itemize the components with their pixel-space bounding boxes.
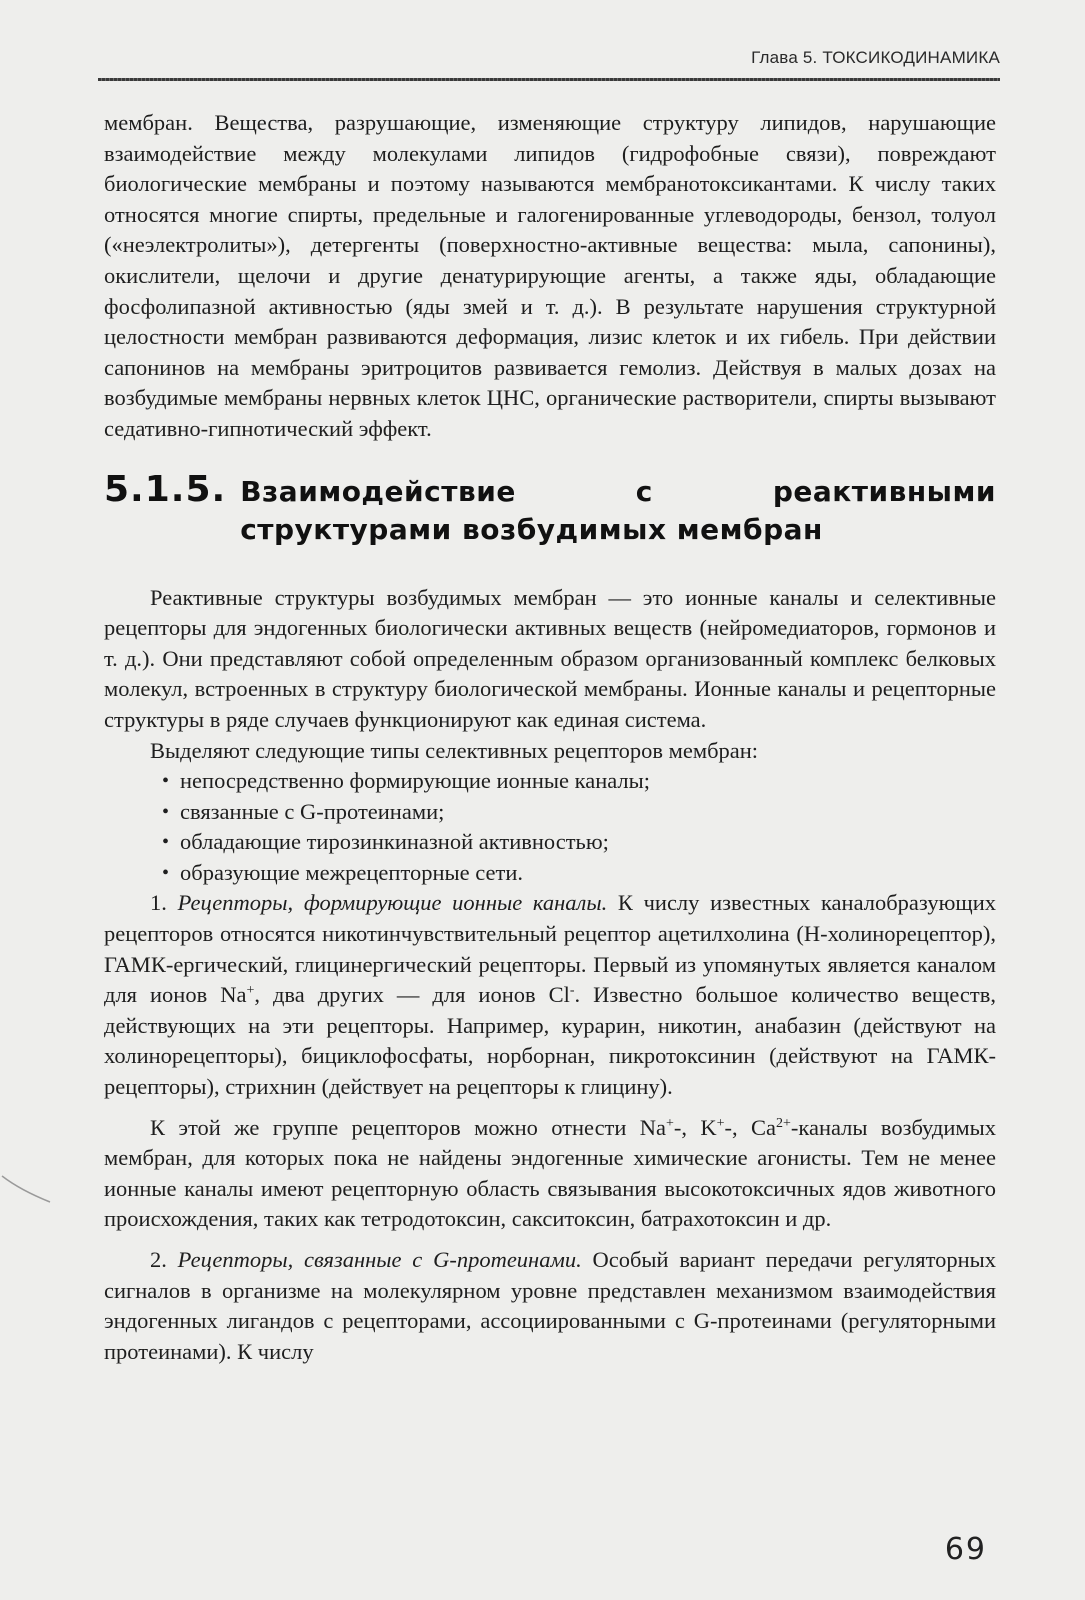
- margin-pencil-mark: [0, 1168, 60, 1208]
- subheading-ion-channel-receptors: Рецепторы, формирующие ионные каналы.: [177, 890, 608, 916]
- page-number: 69: [944, 1532, 987, 1567]
- paragraph-ion-channel-receptors: 1. Рецепторы, формирующие ионные каналы. К числу известных каналобразующих рецепторов относятся никотинчувствительный рецептор ацетилхолина (Н-холинорецептор), ГАМК-ергический, глицинергический рецепторы. Первый из упомянутых является каналом для ионов Na+, два других — для ионов Cl-. Известно большое количество веществ, действующих на эти рецепторы. Например, курарин, никотин, анабазин (действуют на холинорецепторы), бициклофосфаты, норборнан, пикротоксинин (действуют на ГАМК-рецепторы), стрихнин (действует на рецепторы к глицину).: [104, 890, 997, 1100]
- bullet-icon: •: [162, 831, 170, 854]
- list-item: • образующие межрецепторные сети.: [180, 858, 996, 889]
- paragraph-channels: К этой же группе рецепторов можно отнести Na+-, K+-, $Ca^{2+}$-каналы возбудимых мембран, для которых пока не найдены эндогенные химические агонисты. Тем не менее ионные каналы имеют рецепторную область связывания высокотоксичных ядов животного происхождения, таких как тетродотоксин, сакситоксин, батрахотоксин и др.: [104, 1114, 996, 1232]
- paragraph-g-protein-receptors: 2. Рецепторы, связанные с G-протеинами. Особый вариант передачи регуляторных сигналов в организме на молекулярном уровне представлен механизмом взаимодействия эндогенных лигандов с рецепторами, ассоциированными с G-протеинами (регуляторными протеинами). К числу: [104, 1247, 997, 1364]
- bullet-icon: •: [162, 800, 170, 823]
- list-intro: Выделяют следующие типы селективных рецепторов мембран:: [150, 737, 759, 763]
- section-number: 5.1.5.: [104, 468, 227, 510]
- subheading-g-protein-receptors: Рецепторы, связанные с G-протеинами.: [177, 1247, 582, 1272]
- receptor-types-list: [104, 766, 996, 888]
- section-heading: [104, 469, 996, 549]
- bullet-icon: •: [162, 861, 170, 884]
- paragraph-reactive-structures: Реактивные структуры возбудимых мембран — это ионные каналы и селективные рецепторы для эндогенных биологически активных веществ (нейромедиаторов, гормонов и т. д.). Они представляют собой определенным образом организованный комплекс белковых молекул, встроенных в структуру биологической мембраны. Ионные каналы и рецепторные структуры в ряде случаев функционируют как единая система.: [104, 584, 996, 732]
- list-item: • связанные с G-протеинами;: [180, 797, 996, 828]
- running-head: Глава 5. ТОКСИКОДИНАМИКА: [751, 48, 1000, 67]
- header-rule: [98, 78, 1000, 81]
- paragraph-membranotoxicants: мембран. Вещества, разрушающие, изменяющие структуру липидов, нарушающие взаимодействие между молекулами липидов (гидрофобные связи), повреждают биологические мембраны и поэтому называются мембранотоксикантами. К числу таких относятся многие спирты, предельные и галогенированные углеводороды, бензол, толуол («неэлектролиты»), детергенты (поверхностно-активные вещества: мыла, сапонины), окислители, щелочи и другие денатурирующие агенты, а также яды, обладающие фосфолипазной активностью (яды змей и т. д.). В результате нарушения структурной целостности мембран развиваются деформация, лизис клеток и их гибель. При действии сапонинов на мембраны эритроцитов развивается гемолиз. Действуя в малых дозах на возбудимые мембраны нервных клеток ЦНС, органические растворители, спирты вызывают седативно-гипнотический эффект.: [104, 110, 996, 441]
- bullet-icon: •: [162, 770, 170, 793]
- list-item: • непосредственно формирующие ионные каналы;: [180, 766, 996, 797]
- section-title: Взаимодействие с реактивными структурами возбудимых мембран: [240, 474, 996, 546]
- list-item: • обладающие тирозинкиназной активностью;: [180, 827, 996, 858]
- page-body: [104, 108, 996, 1367]
